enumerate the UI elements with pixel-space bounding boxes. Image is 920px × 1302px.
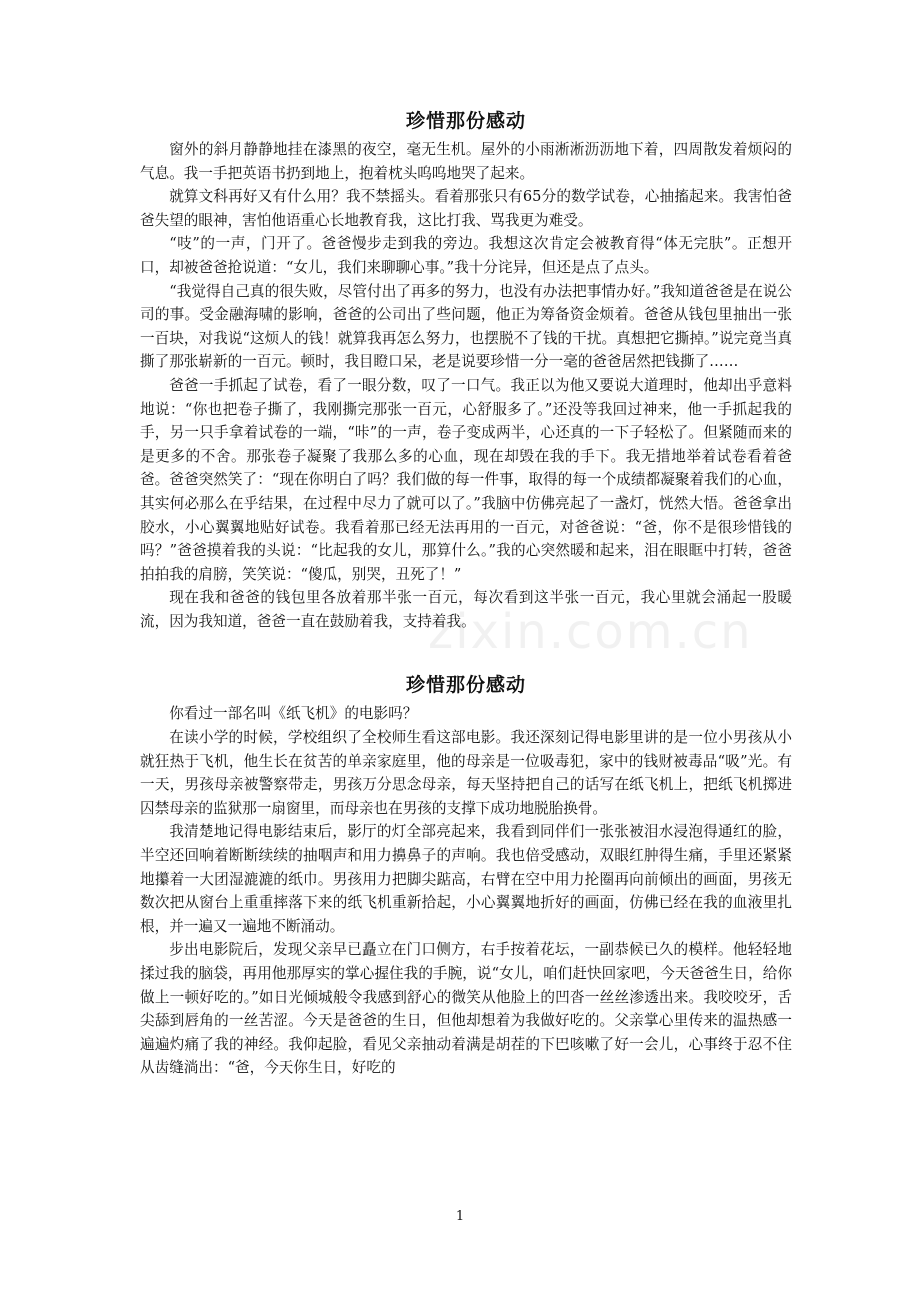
section-spacer: [140, 633, 792, 668]
article-1-paragraph: “吱”的一声，门开了。爸爸慢步走到我的旁边。我想这次肯定会被教育得“体无完肤”。正想开口，却被爸爸抢说道：“女儿，我们来聊聊心事。”我十分诧异，但还是点了点头。: [140, 235, 792, 276]
article-1-paragraph: “我觉得自己真的很失败，尽管付出了再多的努力，也没有办法把事情办好。”我知道爸爸是在说公司的事。受金融海啸的影响，爸爸的公司出了些问题，他正为筹备资金烦着。爸爸从钱包里抽出一张一百块，对我说“这烦人的钱！就算我再怎么努力，也摆脱不了钱的干扰。真想把它撕掉。”说完竟当真撕了那张崭新的一百元。顿时，我目瞪口呆，老是说要珍惜一分一毫的爸爸居然把钱撕了……: [140, 282, 792, 371]
document-page: [140, 104, 792, 1080]
article-2-paragraph: 步出电影院后，发现父亲早已矗立在门口侧方，右手按着花坛，一副恭候已久的模样。他轻轻地揉过我的脑袋，再用他那厚实的掌心握住我的手腕，说“女儿，咱们赶快回家吧，今天爸爸生日，给你做上一顿好吃的。”如日光倾城般令我感到舒心的微笑从他脸上的凹沓一丝丝渗透出来。我咬咬牙，舌尖舔到唇角的一丝苦涩。今天是爸爸的生日，但他却想着为我做好吃的。父亲掌心里传来的温热感一遍遍灼痛了我的神经。我仰起脸，看见父亲抽动着满是胡茬的下巴咳嗽了好一会儿，心事终于忍不住从齿缝淌出：“爸，今天你生日，好吃的: [140, 941, 792, 1077]
article-1-title: 珍惜那份感动: [405, 110, 526, 132]
article-1-paragraph: 现在我和爸爸的钱包里各放着那半张一百元，每次看到这半张一百元，我心里就会涌起一股暖流，因为我知道，爸爸一直在鼓励着我，支持着我。: [140, 589, 792, 630]
page-number: 1: [455, 1209, 465, 1224]
article-2-title: 珍惜那份感动: [405, 674, 526, 697]
article-2-paragraph: 你看过一部名叫《纸飞机》的电影吗？: [169, 705, 418, 723]
article-1-paragraph: 窗外的斜月静静地挂在漆黑的夜空，毫无生机。屋外的小雨淅淅沥沥地下着，四周散发着烦闷的气息。我一手把英语书扔到地上，抱着枕头呜呜地哭了起来。: [140, 141, 792, 182]
article-2-paragraph: 我清楚地记得电影结束后，影厅的灯全部亮起来，我看到同伴们一张张被泪水浸泡得通红的脸，半空还回响着断断续续的抽咽声和用力擤鼻子的声响。我也倍受感动，双眼红肿得生痛，手里还紧紧地攥着一大团湿漉漉的纸巾。男孩用力把脚尖踮高，右臂在空中用力抡圈再向前倾出的画面，男孩无数次把从窗台上重重摔落下来的纸飞机重新拾起，小心翼翼地折好的画面，仿佛已经在我的血液里扎根，并一遍又一遍地不断涌动。: [140, 823, 792, 935]
watermark-text: zixin.com.cn: [428, 604, 753, 660]
article-1-paragraph: 爸爸一手抓起了试卷，看了一眼分数，叹了一口气。我正以为他又要说大道理时，他却出乎意料地说：“你也把卷子撕了，我刚撕完那张一百元，心舒服多了。”还没等我回过神来，他一手抓起我的手，另一只手拿着试卷的一端，“咔”的一声，卷子变成两半，心还真的一下子轻松了。但紧随而来的是更多的不舍。那张卷子凝聚了我那么多的心血，现在却毁在我的手下。我无措地举着试卷看着爸爸。爸爸突然笑了：“现在你明白了吗？我们做的每一件事，取得的每一个成绩都凝聚着我们的心血，其实何必那么在乎结果，在过程中尽力了就可以了。”我脑中仿佛亮起了一盏灯，恍然大悟。爸爸拿出胶水，小心翼翼地贴好试卷。我看着那已经无法再用的一百元，对爸爸说：“爸，你不是很珍惜钱的吗？”爸爸摸着我的头说：“比起我的女儿，那算什么。”我的心突然暖和起来，泪在眼眶中打转，爸爸拍拍我的肩膀，笑笑说：“傻瓜，别哭，丑死了！”: [140, 376, 792, 583]
article-1-paragraph: 就算文科再好又有什么用？我不禁摇头。看着那张只有65分的数学试卷，心抽搐起来。我害怕爸爸失望的眼神，害怕他语重心长地教育我，这比打我、骂我更为难受。: [140, 188, 792, 229]
article-2-paragraph: 在读小学的时候，学校组织了全校师生看这部电影。我还深刻记得电影里讲的是一位小男孩从小就狂热于飞机，他生长在贫苦的单亲家庭里，他的母亲是一位吸毒犯，家中的钱财被毒品“吸”光。有一天，男孩母亲被警察带走，男孩万分思念母亲，每天坚持把自己的话写在纸飞机上，把纸飞机掷进囚禁母亲的监狱那一扇窗里，而母亲也在男孩的支撑下成功地脱胎换骨。: [140, 729, 792, 817]
